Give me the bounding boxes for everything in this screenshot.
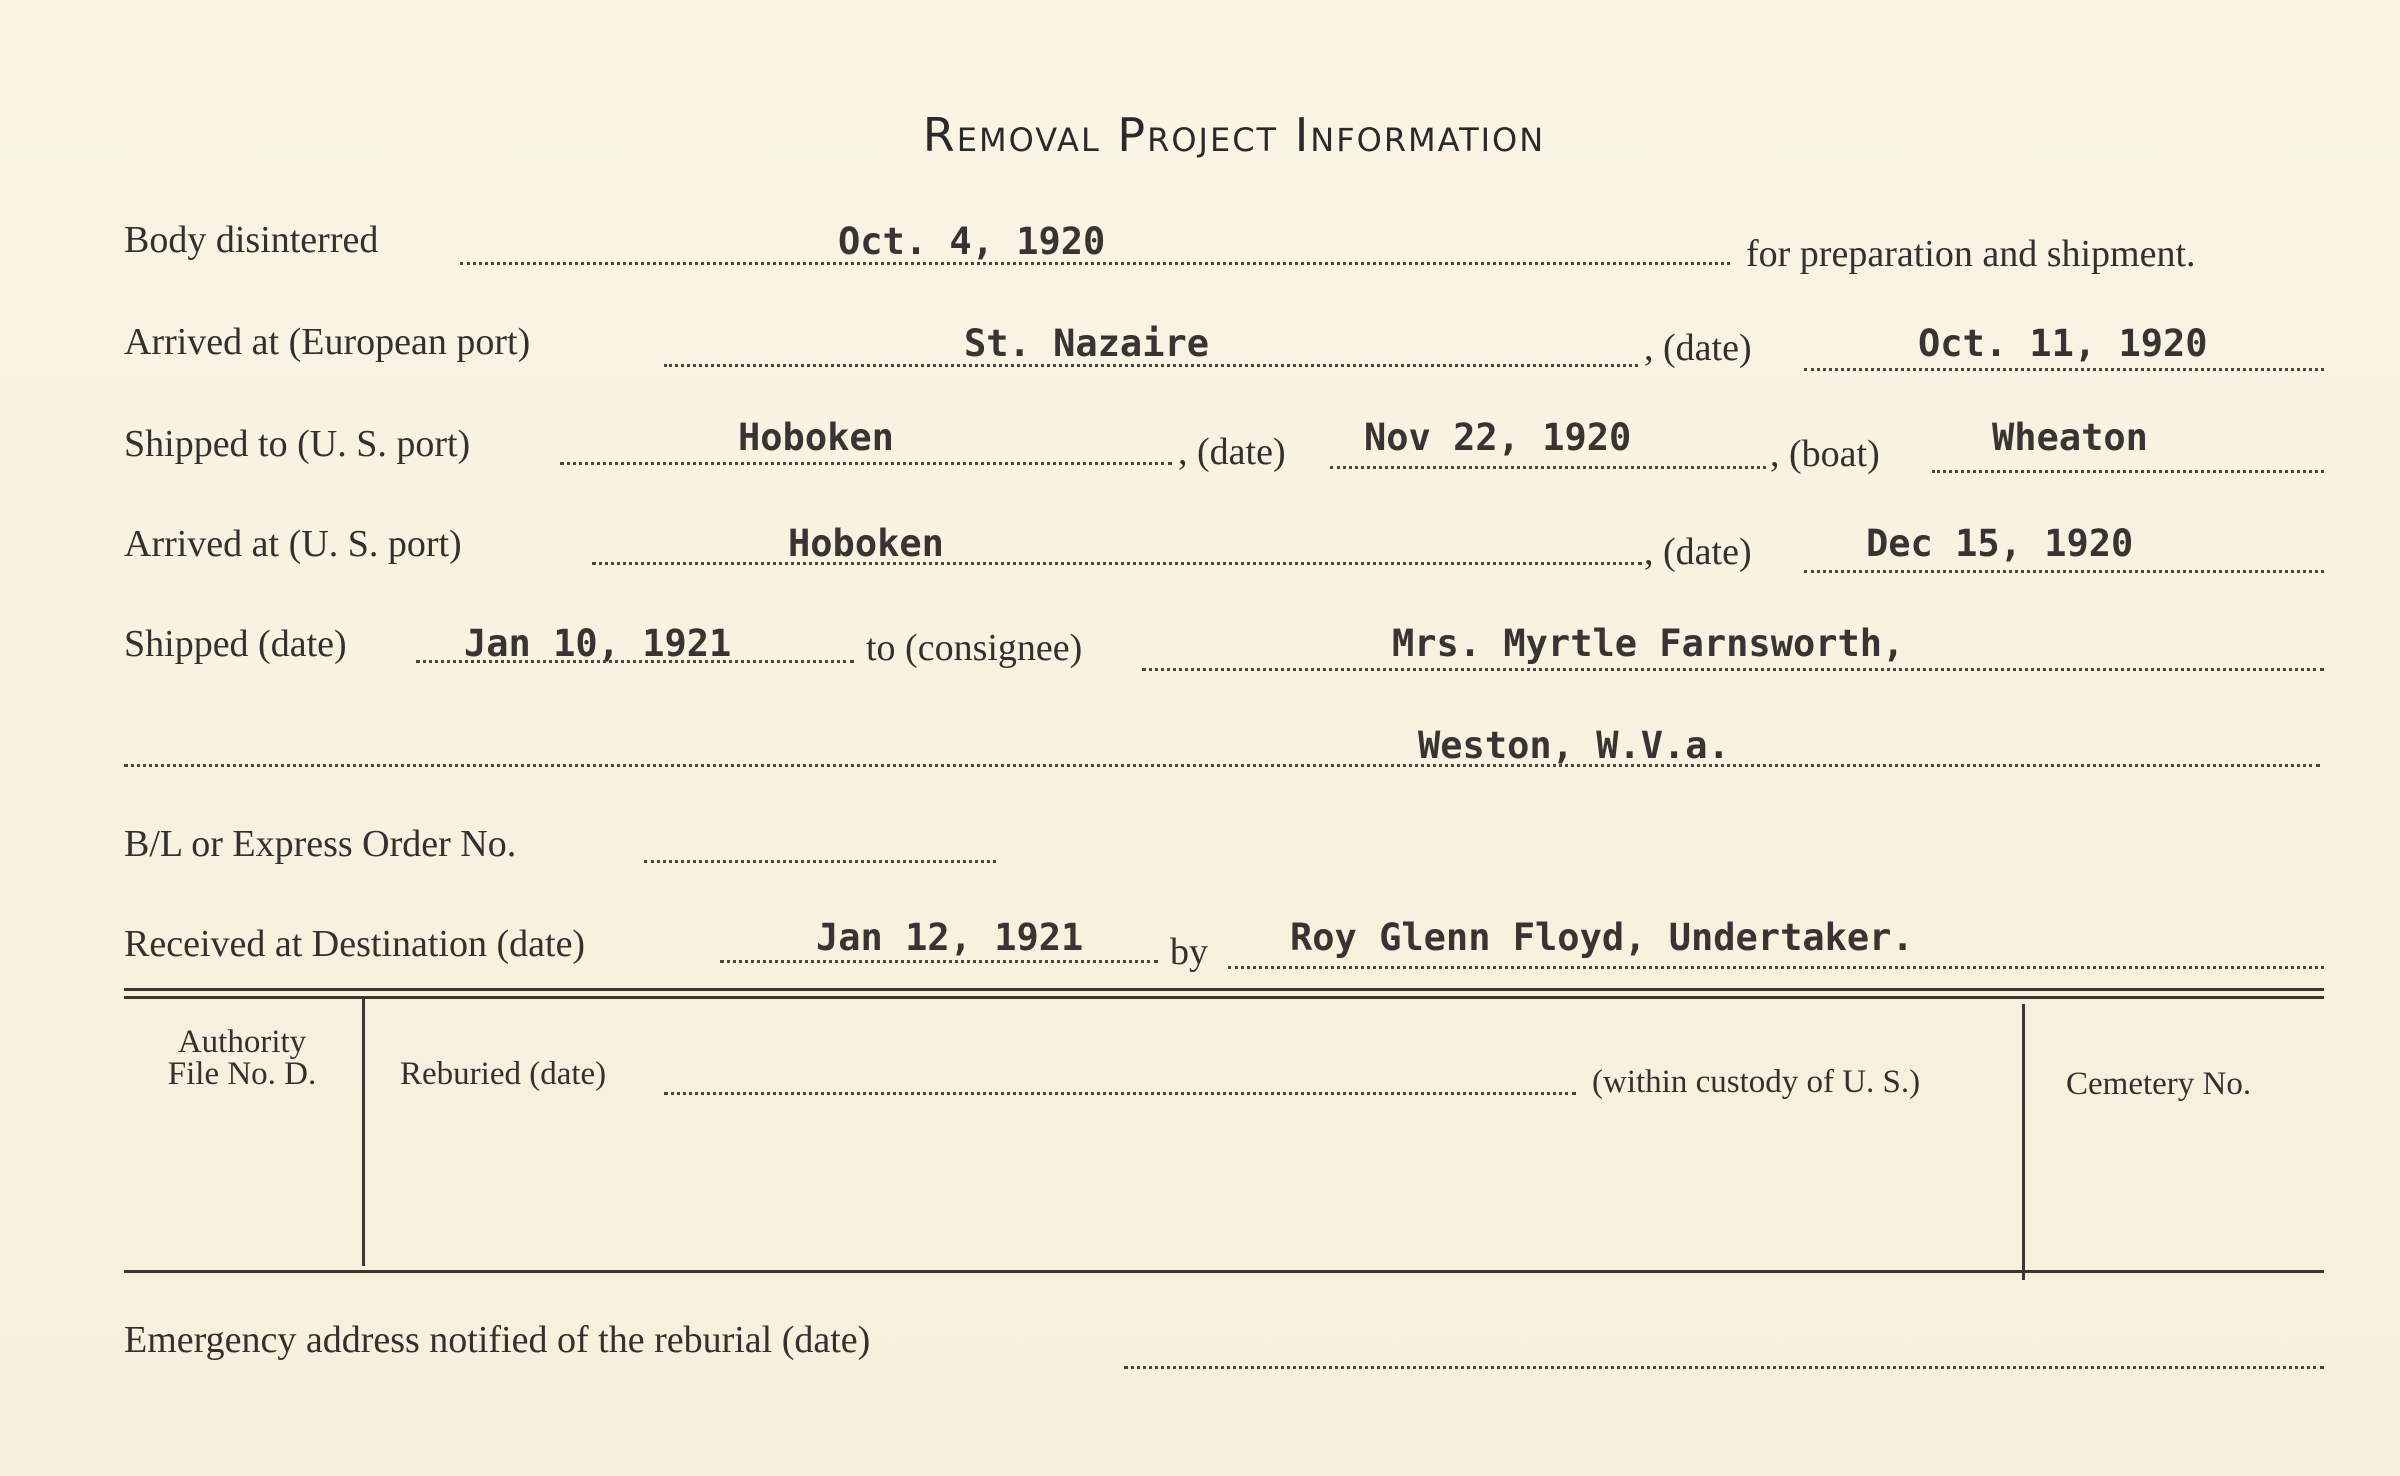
- arrived-european-label: Arrived at (European port): [124, 321, 531, 363]
- shipped-us-boat: Wheaton: [1992, 416, 2148, 459]
- table-bottom-rule: [124, 1270, 2324, 1273]
- reburied-label: Reburied (date): [400, 1056, 607, 1092]
- custody-label: (within custody of U. S.): [1592, 1064, 1921, 1100]
- arrived-us-date: Dec 15, 1920: [1866, 522, 2134, 565]
- arrived-us-port-line: [592, 562, 1642, 565]
- arrived-european-port: St. Nazaire: [964, 322, 1210, 365]
- reburied-line: [664, 1092, 1576, 1095]
- shipped-us-boat-line: [1932, 470, 2324, 473]
- shipped-us-port: Hoboken: [738, 416, 894, 459]
- received-date-line: [720, 960, 1158, 963]
- emergency-line: [1124, 1366, 2324, 1369]
- arrived-us-date-label: , (date): [1644, 531, 1752, 573]
- table-divider-right: [2022, 1004, 2025, 1280]
- emergency-label: Emergency address notified of the reburial (date): [124, 1319, 871, 1361]
- shipped-us-date: Nov 22, 1920: [1364, 416, 1632, 459]
- body-disinterred-value: Oct. 4, 1920: [838, 220, 1106, 263]
- authority-label-2: File No. D.: [167, 1056, 317, 1092]
- arrived-us-label: Arrived at (U. S. port): [124, 523, 462, 565]
- body-disinterred-suffix: for preparation and shipment.: [1746, 233, 2196, 275]
- consignee-line-2: [124, 764, 2320, 767]
- bl-order-label: B/L or Express Order No.: [124, 823, 517, 865]
- body-disinterred-label: Body disinterred: [124, 219, 379, 261]
- consignee-address: Weston, W.V.a.: [1418, 724, 1730, 767]
- consignee-line-1: [1142, 668, 2324, 671]
- received-label: Received at Destination (date): [124, 923, 586, 965]
- table-top-rule-2: [124, 996, 2324, 999]
- consignee-name: Mrs. Myrtle Farnsworth,: [1392, 622, 1905, 665]
- bl-order-line: [644, 860, 996, 863]
- arrived-european-date-line: [1804, 368, 2324, 371]
- shipped-us-date-label: , (date): [1178, 431, 1286, 473]
- consignee-label: to (consignee): [866, 627, 1083, 669]
- table-top-rule-1: [124, 988, 2324, 991]
- shipped-us-port-line: [560, 462, 1172, 465]
- shipped-us-date-line: [1330, 466, 1766, 469]
- authority-label-1: Authority: [177, 1024, 307, 1060]
- arrived-european-date-label: , (date): [1644, 327, 1752, 369]
- shipped-us-boat-label: , (boat): [1770, 433, 1880, 475]
- cemetery-label: Cemetery No.: [2066, 1066, 2252, 1102]
- shipped-date-label: Shipped (date): [124, 623, 347, 665]
- received-by: Roy Glenn Floyd, Undertaker.: [1290, 916, 1914, 959]
- received-date: Jan 12, 1921: [816, 916, 1084, 959]
- arrived-european-date: Oct. 11, 1920: [1918, 322, 2208, 365]
- received-by-line: [1228, 966, 2324, 969]
- page-title: Removal Project Information: [922, 108, 1546, 162]
- received-by-label: by: [1170, 931, 1208, 973]
- table-divider-left: [362, 998, 365, 1266]
- arrived-us-port: Hoboken: [788, 522, 944, 565]
- shipped-us-label: Shipped to (U. S. port): [124, 423, 471, 465]
- shipped-date: Jan 10, 1921: [464, 622, 732, 665]
- arrived-us-date-line: [1804, 570, 2324, 573]
